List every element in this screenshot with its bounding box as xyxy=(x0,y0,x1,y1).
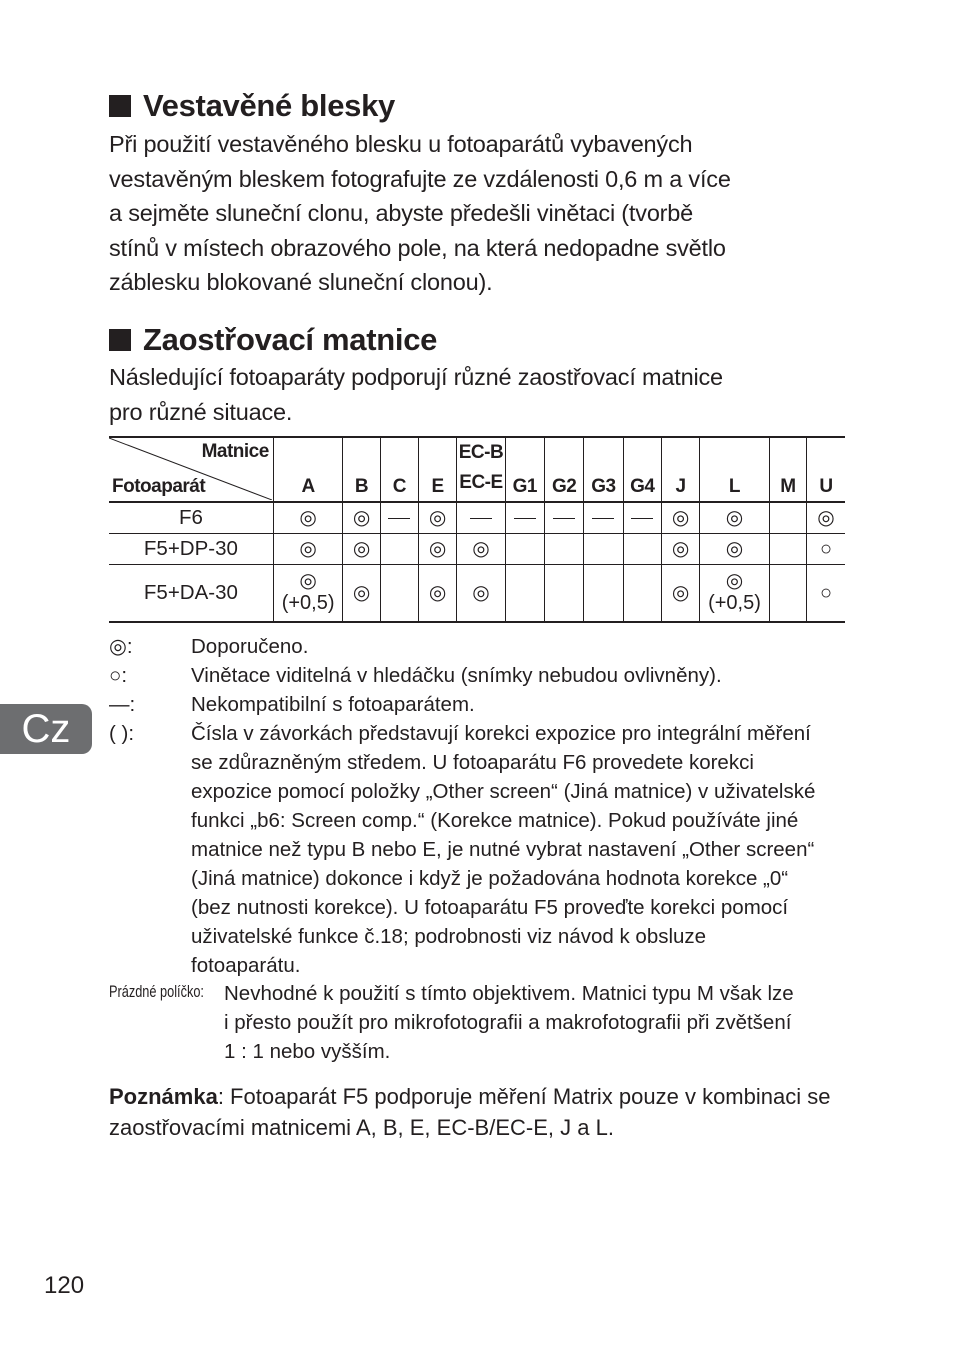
legend-text: Vinětace viditelná v hledáčku (snímky nebudou ovlivněny). xyxy=(191,664,722,687)
recommended-icon: ◎ xyxy=(299,537,317,560)
compat-cell xyxy=(505,565,544,623)
recommended-icon: ◎ xyxy=(725,537,744,560)
exposure-compensation: (+0,5) xyxy=(281,592,335,614)
exposure-compensation: (+0,5) xyxy=(708,592,761,614)
compat-cell xyxy=(380,502,418,534)
column-header: G2 xyxy=(544,437,583,502)
incompatible-dash xyxy=(470,518,492,519)
compat-cell xyxy=(807,534,845,565)
recommended-icon: ◎ xyxy=(472,581,490,604)
column-header: C xyxy=(380,437,418,502)
compat-cell xyxy=(584,502,623,534)
table-row xyxy=(109,502,845,534)
table-header-row xyxy=(109,437,845,502)
legend-text: Čísla v závorkách představují korekci expozice pro integrální měření xyxy=(191,722,811,745)
recommended-icon: ◎ xyxy=(352,537,371,560)
legend-blank-key: Prázdné políčko: xyxy=(109,982,204,1001)
compat-cell xyxy=(505,502,544,534)
compat-cell xyxy=(807,565,845,623)
incompatible-dash xyxy=(388,518,410,519)
compat-cell xyxy=(700,565,770,623)
camera-name: F6 xyxy=(109,502,273,534)
recommended-icon: ◎ xyxy=(352,506,371,529)
compat-cell xyxy=(273,502,343,534)
recommended-icon: ◎ xyxy=(428,506,447,529)
recommended-icon: ◎ xyxy=(428,581,447,604)
compat-cell xyxy=(584,565,623,623)
section2-line: pro různé situace. xyxy=(109,398,293,425)
compat-cell xyxy=(623,534,661,565)
legend-key: ○: xyxy=(109,664,128,687)
recommended-icon: ◎ xyxy=(725,506,744,529)
compat-cell xyxy=(418,565,456,623)
heading-square-icon xyxy=(109,329,131,351)
column-header: G4 xyxy=(623,437,661,502)
section2-title: Zaostřovací matnice xyxy=(143,322,438,357)
compat-cell xyxy=(380,534,418,565)
compat-cell xyxy=(544,565,583,623)
compat-cell xyxy=(380,565,418,623)
legend-text: Doporučeno. xyxy=(191,635,309,658)
vignetting-icon: ○ xyxy=(819,581,833,604)
compat-cell xyxy=(661,502,699,534)
compat-cell xyxy=(584,534,623,565)
note-text: : Fotoaparát F5 podporuje měření Matrix pouze v kombinaci se xyxy=(217,1084,831,1109)
section1-line: Při použití vestavěného blesku u fotoaparátů vybavených xyxy=(109,131,693,157)
note-text: zaostřovacími matnicemi A, B, E, EC-B/EC-E, J a L. xyxy=(109,1115,614,1140)
section1-line: stínů v místech obrazového pole, na která nedopadne světlo xyxy=(109,234,726,261)
compat-cell xyxy=(457,534,505,565)
screen-compatibility-table xyxy=(109,436,845,623)
section-heading-focusing-screens xyxy=(109,322,437,358)
table-row xyxy=(109,565,845,623)
compat-cell xyxy=(273,534,343,565)
recommended-icon: ◎ xyxy=(725,570,744,592)
column-header: E xyxy=(418,437,456,502)
compat-cell xyxy=(343,534,380,565)
compat-cell xyxy=(623,565,661,623)
recommended-icon: ◎ xyxy=(428,537,447,560)
compat-cell xyxy=(769,534,806,565)
column-header-ecb: EC-B xyxy=(458,442,504,463)
legend-text: Nevhodné k použití s tímto objektivem. Matnici typu M však lze xyxy=(224,982,794,1005)
recommended-icon: ◎ xyxy=(671,506,690,529)
recommended-icon: ◎ xyxy=(299,570,317,592)
column-header-ecb-ece xyxy=(457,437,505,502)
legend-text: expozice pomocí položky „Other screen“ (Jiná matnice) v uživatelské xyxy=(191,780,816,803)
section1-line: záblesku blokované sluneční clonou). xyxy=(109,269,493,295)
column-header: U xyxy=(807,437,845,502)
legend-key: ( ): xyxy=(109,722,135,745)
section2-line: Následující fotoaparáty podporují různé zaostřovací matnice xyxy=(109,364,723,390)
column-header: A xyxy=(273,437,343,502)
section1-paragraph xyxy=(109,127,849,300)
legend-key: —: xyxy=(109,693,136,716)
note-paragraph xyxy=(109,1081,854,1143)
recommended-icon: ◎ xyxy=(671,537,690,560)
legend-text: se zdůrazněným středem. U fotoaparátu F6 provedete korekci xyxy=(191,751,754,774)
section1-title: Vestavěné blesky xyxy=(143,88,395,123)
compat-cell xyxy=(661,534,699,565)
section1-line: a sejměte sluneční clonu, abyste předešli vinětaci (tvorbě xyxy=(109,200,694,226)
column-header-ece: EC-E xyxy=(459,472,503,493)
recommended-icon: ◎ xyxy=(817,506,835,529)
camera-name: F5+DA-30 xyxy=(109,565,273,623)
compat-cell xyxy=(769,565,806,623)
compat-cell xyxy=(343,502,380,534)
section1-line: vestavěným bleskem fotografujte ze vzdálenosti 0,6 m a více xyxy=(109,165,731,192)
compat-cell xyxy=(273,565,343,623)
note-label: Poznámka xyxy=(109,1084,218,1109)
compat-cell xyxy=(457,565,505,623)
legend-text: i přesto použít pro mikrofotografii a makrofotografii při zvětšení xyxy=(224,1011,792,1034)
compat-cell xyxy=(769,502,806,534)
compat-cell xyxy=(700,534,770,565)
incompatible-dash xyxy=(514,518,536,519)
recommended-icon: ◎ xyxy=(671,581,690,604)
incompatible-dash xyxy=(553,518,575,519)
legend-text: funkci „b6: Screen comp.“ (Korekce matnice). Pokud používáte jiné xyxy=(191,809,799,832)
legend-text: (bez nutnosti korekce). U fotoaparátu F5 proveďte korekci pomocí xyxy=(191,896,789,919)
table-row xyxy=(109,534,845,565)
vignetting-icon: ○ xyxy=(819,537,833,560)
recommended-icon: ◎ xyxy=(472,537,490,560)
legend-text: Nekompatibilní s fotoaparátem. xyxy=(191,693,475,716)
compat-cell xyxy=(343,565,380,623)
recommended-icon: ◎ xyxy=(352,581,371,604)
compat-cell xyxy=(807,502,845,534)
recommended-icon: ◎ xyxy=(299,506,317,529)
table-corner-cell xyxy=(109,437,273,502)
compat-cell xyxy=(457,502,505,534)
column-header: B xyxy=(343,437,380,502)
legend-text: (Jiná matnice) dokonce i když je požadována hodnota korekce „0“ xyxy=(191,867,789,890)
column-header: G3 xyxy=(584,437,623,502)
section-heading-built-in-flash xyxy=(109,88,395,124)
column-header: J xyxy=(661,437,699,502)
compat-cell xyxy=(418,502,456,534)
corner-label-cameras: Fotoaparát xyxy=(112,476,206,497)
legend-text: uživatelské funkce č.18; podrobnosti viz návod k obsluze xyxy=(191,925,707,948)
corner-label-screens: Matnice xyxy=(201,441,269,462)
compat-cell xyxy=(505,534,544,565)
incompatible-dash xyxy=(592,518,614,519)
heading-square-icon xyxy=(109,95,131,117)
column-header: M xyxy=(769,437,806,502)
legend-text: 1 : 1 nebo vyšším. xyxy=(224,1040,391,1063)
compat-cell xyxy=(700,502,770,534)
compat-cell xyxy=(544,534,583,565)
compat-cell xyxy=(661,565,699,623)
legend-text: fotoaparátu. xyxy=(191,954,301,977)
column-header: L xyxy=(700,437,770,502)
compat-cell xyxy=(623,502,661,534)
language-tab: Cz xyxy=(0,704,92,754)
column-header: G1 xyxy=(505,437,544,502)
page-number: 120 xyxy=(44,1272,85,1299)
compat-cell xyxy=(544,502,583,534)
compat-cell xyxy=(418,534,456,565)
section2-paragraph xyxy=(109,360,849,429)
legend-text: matnice než typu B nebo E, je nutné vybrat nastavení „Other screen“ xyxy=(191,838,815,861)
legend-key: ◎: xyxy=(109,635,133,658)
camera-name: F5+DP-30 xyxy=(109,534,273,565)
incompatible-dash xyxy=(631,518,653,519)
